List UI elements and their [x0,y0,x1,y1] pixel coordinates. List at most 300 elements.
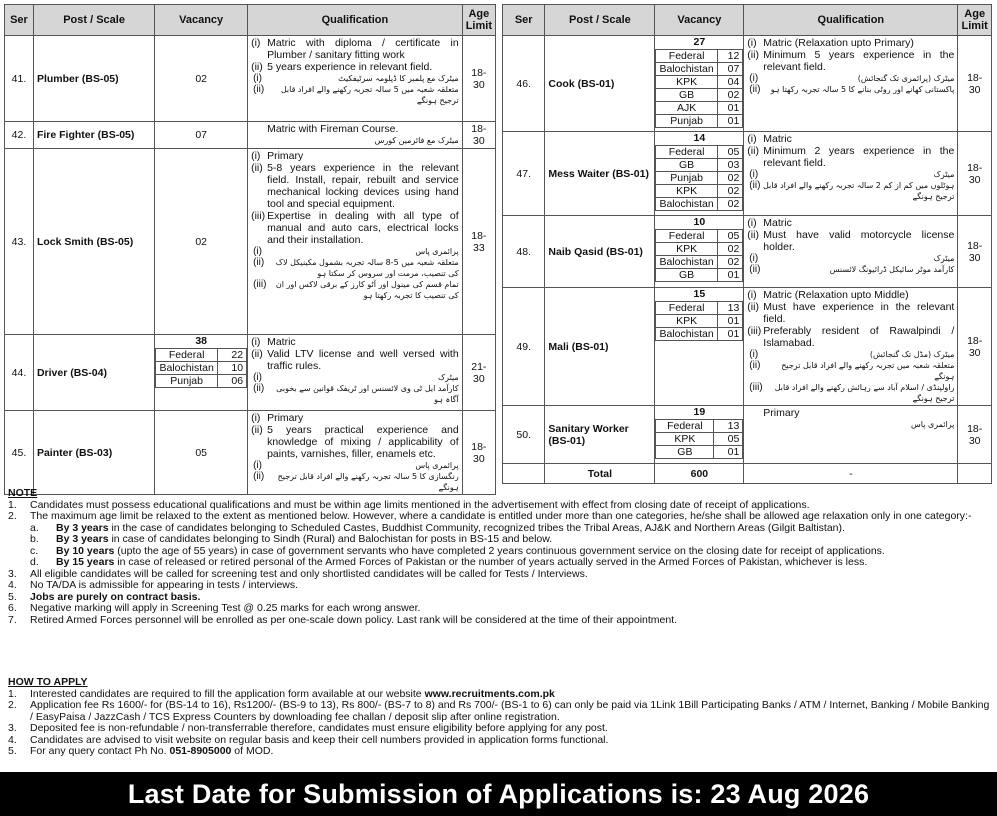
total-value: 600 [655,464,744,484]
breakdown-count: 12 [717,50,743,63]
urdu-qualification-item [747,253,954,264]
header-post: Post / Scale [33,5,154,36]
breakdown-count: 01 [717,102,743,115]
qualification-num: (i) [747,133,757,145]
row-age: 18-30 [958,132,992,216]
qualification-item [747,49,954,73]
breakdown-row [656,433,743,446]
vacancy-total: 38 [195,335,207,347]
qualification-item [251,424,459,460]
qualification-num: (ii) [251,348,263,360]
howto-text: Interested candidates are required to fill the application form available at our website www.recruitments.com.pk [30,687,555,700]
urdu-num: (i) [749,349,759,360]
howto-text: Candidates are advised to visit website on regular basis and keep their cell numbers provided in application forms functional. [30,733,609,746]
breakdown-province: Balochistan [656,328,717,341]
vacancy-total: 15 [693,288,706,300]
qualification-item [747,145,954,169]
row-qualification [248,36,463,122]
urdu-text: پرائمری پاس [415,247,459,256]
breakdown-count: 01 [717,328,743,341]
qualification-item [747,325,954,349]
row-qualification [744,288,958,406]
row-vacancy: 02 [155,36,248,122]
howto-num: 1. [8,687,17,700]
howto-bold: 051-8905000 [169,745,232,757]
urdu-num: (i) [749,73,759,84]
breakdown-row [656,446,743,459]
row-ser: 48. [503,216,545,288]
breakdown-row [156,375,247,388]
qualification-num: (i) [251,336,261,348]
table-row [503,36,992,132]
breakdown-row [656,256,743,269]
vacancy-total: 27 [693,36,706,48]
vacancy-breakdown [655,229,743,282]
vacancy-table-left [4,4,496,495]
vacancy-table-right [502,4,992,484]
breakdown-count: 02 [717,185,743,198]
breakdown-row [656,146,743,159]
qualification-num: (i) [251,37,261,49]
breakdown-province: Balochistan [656,198,717,211]
breakdown-count: 13 [717,302,743,315]
urdu-text: میٹرک [933,170,955,179]
breakdown-count: 10 [218,362,247,375]
urdu-num: (ii) [253,471,265,482]
breakdown-row [656,63,743,76]
qualification-item [747,37,954,49]
vacancy-breakdown [655,49,743,128]
note-num: 7. [8,613,17,626]
breakdown-row [656,315,743,328]
row-post: Driver (BS-04) [33,335,154,411]
urdu-text: میٹرک مع پلمبر کا ڈپلومہ سرٹیفکیٹ [338,74,459,83]
urdu-num: (ii) [749,360,761,371]
qualification-num: (ii) [251,162,263,174]
row-post: Plumber (BS-05) [33,36,154,122]
row-ser: 46. [503,36,545,132]
howto-num: 3. [8,722,17,734]
note-text: By 3 years in case of candidates belonging to Sindh (Rural) and Balochistan for posts in BS-15 and below. [56,533,553,545]
qualification-text: Must have experience in the relevant field. [763,301,955,325]
breakdown-row [656,102,743,115]
row-post: Naib Qasid (BS-01) [545,216,655,288]
how-to-apply-section [8,677,992,758]
qualification-item [747,133,954,145]
breakdown-province: Balochistan [156,362,218,375]
breakdown-province: Balochistan [656,256,717,269]
qualification-text: Matric with diploma / certificate in Plumber / sanitary fitting work [267,37,459,61]
breakdown-province: GB [656,89,717,102]
qualification-text: Preferably resident of Rawalpindi / Islamabad. [763,325,955,349]
breakdown-count: 13 [714,420,743,433]
breakdown-row [656,185,743,198]
header-ser: Ser [5,5,34,36]
breakdown-count: 04 [717,76,743,89]
qualification-text: Matric (Relaxation upto Primary) [763,37,914,49]
row-vacancy [155,335,248,411]
urdu-num: (i) [749,253,759,264]
urdu-num: (i) [253,73,262,84]
row-ser: 41. [5,36,34,122]
row-vacancy [655,36,744,132]
urdu-text: میٹرک مع فائرمین کورس [374,136,459,145]
qualification-num: (i) [251,150,261,162]
row-age: 18-30 [958,288,992,406]
vacancy-total: 19 [693,406,706,418]
table-row [5,122,496,149]
breakdown-province: Federal [656,420,714,433]
urdu-text: میٹرک (مڈل تک گنجائش) [869,350,955,359]
urdu-qualification-item [747,419,954,430]
urdu-text: پرائمری پاس [415,461,459,470]
qualification-num: (iii) [747,325,762,337]
urdu-num: (ii) [749,84,761,95]
note-section [8,488,992,626]
qualification-num: (ii) [747,145,759,157]
table-header-row [5,5,496,36]
qualification-num: (ii) [747,49,759,61]
urdu-qualification-item [747,349,954,360]
urdu-text: میٹرک [933,254,955,263]
urdu-qualification-item [251,372,459,383]
breakdown-count: 02 [717,256,743,269]
qualification-num: (ii) [251,424,263,436]
table-row [503,132,992,216]
urdu-num: (ii) [749,180,761,191]
qualification-item [747,407,954,419]
breakdown-count: 02 [717,243,743,256]
breakdown-province: KPK [656,185,717,198]
urdu-qualification-item [747,169,954,180]
row-age: 21-30 [462,335,495,411]
breakdown-count: 02 [717,198,743,211]
vacancy-breakdown [655,301,743,341]
breakdown-row [656,420,743,433]
row-ser: 47. [503,132,545,216]
note-bold: By 3 years [56,533,109,545]
urdu-num: (i) [253,372,262,383]
qualification-num [251,123,267,135]
urdu-text: تمام قسم کی مینول اور آٹو کارز کے برقی لاکس اور ان کی تنصیب کا تجربہ رکھتا ہو [275,280,459,300]
qualification-item [251,61,459,73]
note-item [8,603,992,615]
breakdown-row [656,302,743,315]
table-row [5,411,496,495]
breakdown-count: 07 [717,63,743,76]
table-header-row [503,5,992,36]
row-qualification [744,36,958,132]
breakdown-row [656,159,743,172]
urdu-text: متعلقہ شعبہ میں تجربہ رکھنے والے افراد قابل ترجیح ہونگے [781,361,955,381]
qualification-item [251,162,459,210]
note-text: Retired Armed Forces personnel will be enrolled as per one-scale down policy. Last rank will be considered at the time of their appointment. [30,613,678,626]
breakdown-row [656,328,743,341]
breakdown-province: GB [656,446,714,459]
qualification-num: (ii) [747,301,759,313]
urdu-qualification-item [251,460,459,471]
howto-text: Deposited fee is non-refundable / non-transferrable therefore, candidates must ensure eligibility before applying for any post. [30,722,608,734]
note-item [8,557,992,569]
urdu-qualification-item [251,279,459,301]
breakdown-count: 01 [717,115,743,128]
row-qualification [248,149,463,335]
row-vacancy: 07 [155,122,248,149]
qualification-text: 5-8 years experience in the relevant field. Install, repair, rebuilt and service mechanical locking devices using hand tool and special equipment. [267,162,459,210]
qualification-item [251,37,459,61]
row-age: 18-30 [462,411,495,495]
table-row [5,149,496,335]
row-post: Lock Smith (BS-05) [33,149,154,335]
note-num: b. [30,533,39,545]
vacancy-total: 14 [693,132,706,144]
qualification-text: Must have valid motorcycle license holder. [763,229,955,253]
note-num: 1. [8,498,17,511]
urdu-qualification-item [747,264,954,275]
urdu-text: میٹرک (پرائمری تک گنجائش) [857,74,955,83]
qualification-text: Matric with Fireman Course. [267,123,399,135]
breakdown-count: 01 [714,446,743,459]
header-qualification: Qualification [744,5,958,36]
breakdown-province: Federal [656,230,717,243]
howto-num: 5. [8,745,17,757]
note-num: d. [30,556,39,568]
qualification-item [747,217,954,229]
qualification-text: Primary [267,150,304,162]
breakdown-province: Punjab [656,172,717,185]
note-text: All eligible candidates will be called for screening test and only shortlisted candidates will be called for Tests / Interviews. [30,567,588,580]
header-vacancy: Vacancy [655,5,744,36]
row-age: 18-30 [462,36,495,122]
header-ser: Ser [503,5,545,36]
qualification-num [747,407,763,419]
breakdown-province: Punjab [156,375,218,388]
note-num: 4. [8,579,17,591]
urdu-qualification-item [747,73,954,84]
howto-text: Application fee Rs 1600/- for (BS-14 to 16), Rs1200/- (BS-9 to 13), Rs 800/- (BS-7 to 8) and Rs 700/- (BS-1 to 6) can only be paid via 1Link 1Bill Participating Banks / ATM / Internet, Banking / Mobile Banking / EasyPaisa / JazzCash / TCS Express Counters by downloading fee challan / deposit slip after online registration. [30,699,990,723]
urdu-qualification-item [251,246,459,257]
breakdown-row [656,198,743,211]
table-row [5,335,496,411]
qualification-text: Primary [267,412,304,424]
urdu-qualification-item [251,257,459,279]
qualification-item [747,289,954,301]
note-text: Negative marking will apply in Screening Test @ 0.25 marks for each wrong answer. [30,602,421,614]
row-age: 18-30 [958,36,992,132]
breakdown-province: KPK [656,76,717,89]
row-qualification [248,335,463,411]
breakdown-count: 01 [717,315,743,328]
breakdown-count: 05 [717,146,743,159]
row-age: 18-30 [958,216,992,288]
breakdown-province: KPK [656,243,717,256]
urdu-qualification-item [747,360,954,382]
urdu-text: میٹرک [438,373,459,382]
urdu-qualification-item [251,73,459,84]
breakdown-province: Federal [156,349,218,362]
vacancy-breakdown [155,348,247,388]
qualification-text: Matric [763,217,792,229]
row-ser: 43. [5,149,34,335]
urdu-num: (iii) [253,279,267,290]
breakdown-row [656,50,743,63]
breakdown-count: 01 [717,269,743,282]
qualification-text: Matric [763,133,792,145]
breakdown-row [656,269,743,282]
row-qualification [248,411,463,495]
header-post: Post / Scale [545,5,655,36]
row-post: Mess Waiter (BS-01) [545,132,655,216]
breakdown-row [656,89,743,102]
breakdown-province: Federal [656,302,717,315]
header-age: Age Limit [958,5,992,36]
howto-num: 4. [8,733,17,746]
urdu-text: کارآمد ایل ٹی وی لائسنس اور ٹریفک قوانین سے بخوبی آگاہ ہو [276,384,459,404]
table-row [5,36,496,122]
urdu-qualification-item [747,84,954,95]
note-heading: NOTE [8,487,38,499]
note-text: By 10 years (upto the age of 55 years) in case of government servants who have completed 2 years continuous government service on the closing date for receipt of applications. [56,544,885,557]
urdu-num [253,135,267,146]
breakdown-province: Federal [656,50,717,63]
header-qualification: Qualification [248,5,463,36]
note-num: 3. [8,567,17,580]
breakdown-count: 06 [218,375,247,388]
howto-item [8,700,992,723]
urdu-qualification-item [251,84,459,106]
qualification-text: Valid LTV license and well versed with traffic rules. [267,348,459,372]
urdu-num: (i) [253,246,262,257]
note-text: No TA/DA is admissible for appearing in tests / interviews. [30,579,299,591]
urdu-text: رنگسازی کا 5 سالہ تجربہ رکھنے والے افراد قابل ترجیح ہونگے [277,472,459,492]
howto-text: For any query contact Ph No. 051-8905000 of MOD. [30,745,274,757]
row-vacancy [655,288,744,406]
table-row [503,288,992,406]
qualification-item [251,348,459,372]
row-vacancy: 02 [155,149,248,335]
total-age: - [744,464,958,484]
urdu-num: (ii) [253,84,265,95]
row-vacancy: 05 [155,411,248,495]
urdu-text: پرائمری پاس [910,420,955,429]
breakdown-row [656,115,743,128]
urdu-qualification-item [251,383,459,405]
breakdown-province: GB [656,159,717,172]
last-date-banner: Last Date for Submission of Applications is: 23 Aug 2026 [0,772,997,816]
row-post: Cook (BS-01) [545,36,655,132]
qualification-item [251,412,459,424]
note-num: 2. [8,510,17,522]
breakdown-count: 05 [714,433,743,446]
urdu-text: پاکستانی کھانے اور روٹی بنانے کا 5 سالہ تجربہ رکھتا ہو [770,85,955,94]
qualification-num: (ii) [747,229,759,241]
qualification-num: (iii) [251,210,266,222]
urdu-qualification-item [747,180,954,202]
breakdown-row [656,230,743,243]
note-bold: By 15 years [56,556,115,568]
row-ser: 44. [5,335,34,411]
vacancy-total: 10 [693,216,706,228]
row-qualification [744,216,958,288]
qualification-num: (i) [251,412,261,424]
note-bold: By 3 years [56,521,109,534]
breakdown-count: 02 [717,89,743,102]
breakdown-province: KPK [656,433,714,446]
breakdown-row [156,349,247,362]
howto-num: 2. [8,699,17,711]
note-item [8,511,992,523]
howto-item [8,746,992,758]
qualification-text: Primary [763,407,800,419]
urdu-num: (i) [749,169,759,180]
urdu-text: ہوٹلوں میں کم از کم 2 سالہ تجربہ رکھنے والے افراد قابل ترجیح ہونگے [762,181,955,201]
row-vacancy [655,406,744,464]
qualification-item [251,210,459,246]
breakdown-province: Federal [656,146,717,159]
qualification-text: 5 years experience in relevant field. [267,61,433,73]
note-num: 6. [8,602,17,614]
row-post: Painter (BS-03) [33,411,154,495]
urdu-num: (ii) [749,264,761,275]
breakdown-count: 03 [717,159,743,172]
urdu-text: متعلقہ شعبہ میں 5 سالہ تجربہ رکھنے والے افراد قابل ترجیح ہونگے [280,85,459,105]
breakdown-row [156,362,247,375]
breakdown-province: Balochistan [656,63,717,76]
breakdown-province: KPK [656,315,717,328]
total-row [503,464,992,484]
note-num: 5. [8,590,17,603]
breakdown-count: 05 [717,230,743,243]
breakdown-province: GB [656,269,717,282]
how-to-apply-heading: HOW TO APPLY [8,676,88,688]
note-num: c. [30,544,39,557]
row-post: Mali (BS-01) [545,288,655,406]
breakdown-province: Punjab [656,115,717,128]
qualification-text: 5 years practical experience and knowledge of mixing / applicability of paints, varnishes, filler, enamels etc. [267,424,459,460]
row-ser: 50. [503,406,545,464]
row-ser: 42. [5,122,34,149]
urdu-num: (ii) [253,383,265,394]
qualification-item [251,123,459,135]
note-text: Candidates must possess educational qualifications and must be within age limits mentioned in the advertisement with effect from closing date of receipt of applications. [30,498,810,511]
howto-item [8,723,992,735]
vacancy-breakdown [655,145,743,211]
total-label: Total [545,464,655,484]
note-num: a. [30,521,39,534]
qualification-item [747,301,954,325]
row-qualification [248,122,463,149]
row-post: Sanitary Worker (BS-01) [545,406,655,464]
qualification-item [251,336,459,348]
header-age: Age Limit [462,5,495,36]
row-qualification [744,406,958,464]
breakdown-row [656,243,743,256]
breakdown-count: 22 [218,349,247,362]
qualification-num: (i) [747,37,757,49]
qualification-item [251,150,459,162]
row-vacancy [655,132,744,216]
note-item [8,615,992,627]
urdu-num: (ii) [253,257,265,268]
qualification-text: Matric [267,336,296,348]
qualification-text: Minimum 2 years experience in the relevant field. [763,145,955,169]
breakdown-count: 02 [717,172,743,185]
breakdown-row [656,172,743,185]
note-text: The maximum age limit be relaxed to the extent as mentioned below. However, where a candidate is entitled under more than one categories, he/she shall be allowed age relaxation only in one category:- [30,510,972,522]
urdu-qualification-item [251,135,459,146]
row-age: 18-30 [462,122,495,149]
row-vacancy [655,216,744,288]
